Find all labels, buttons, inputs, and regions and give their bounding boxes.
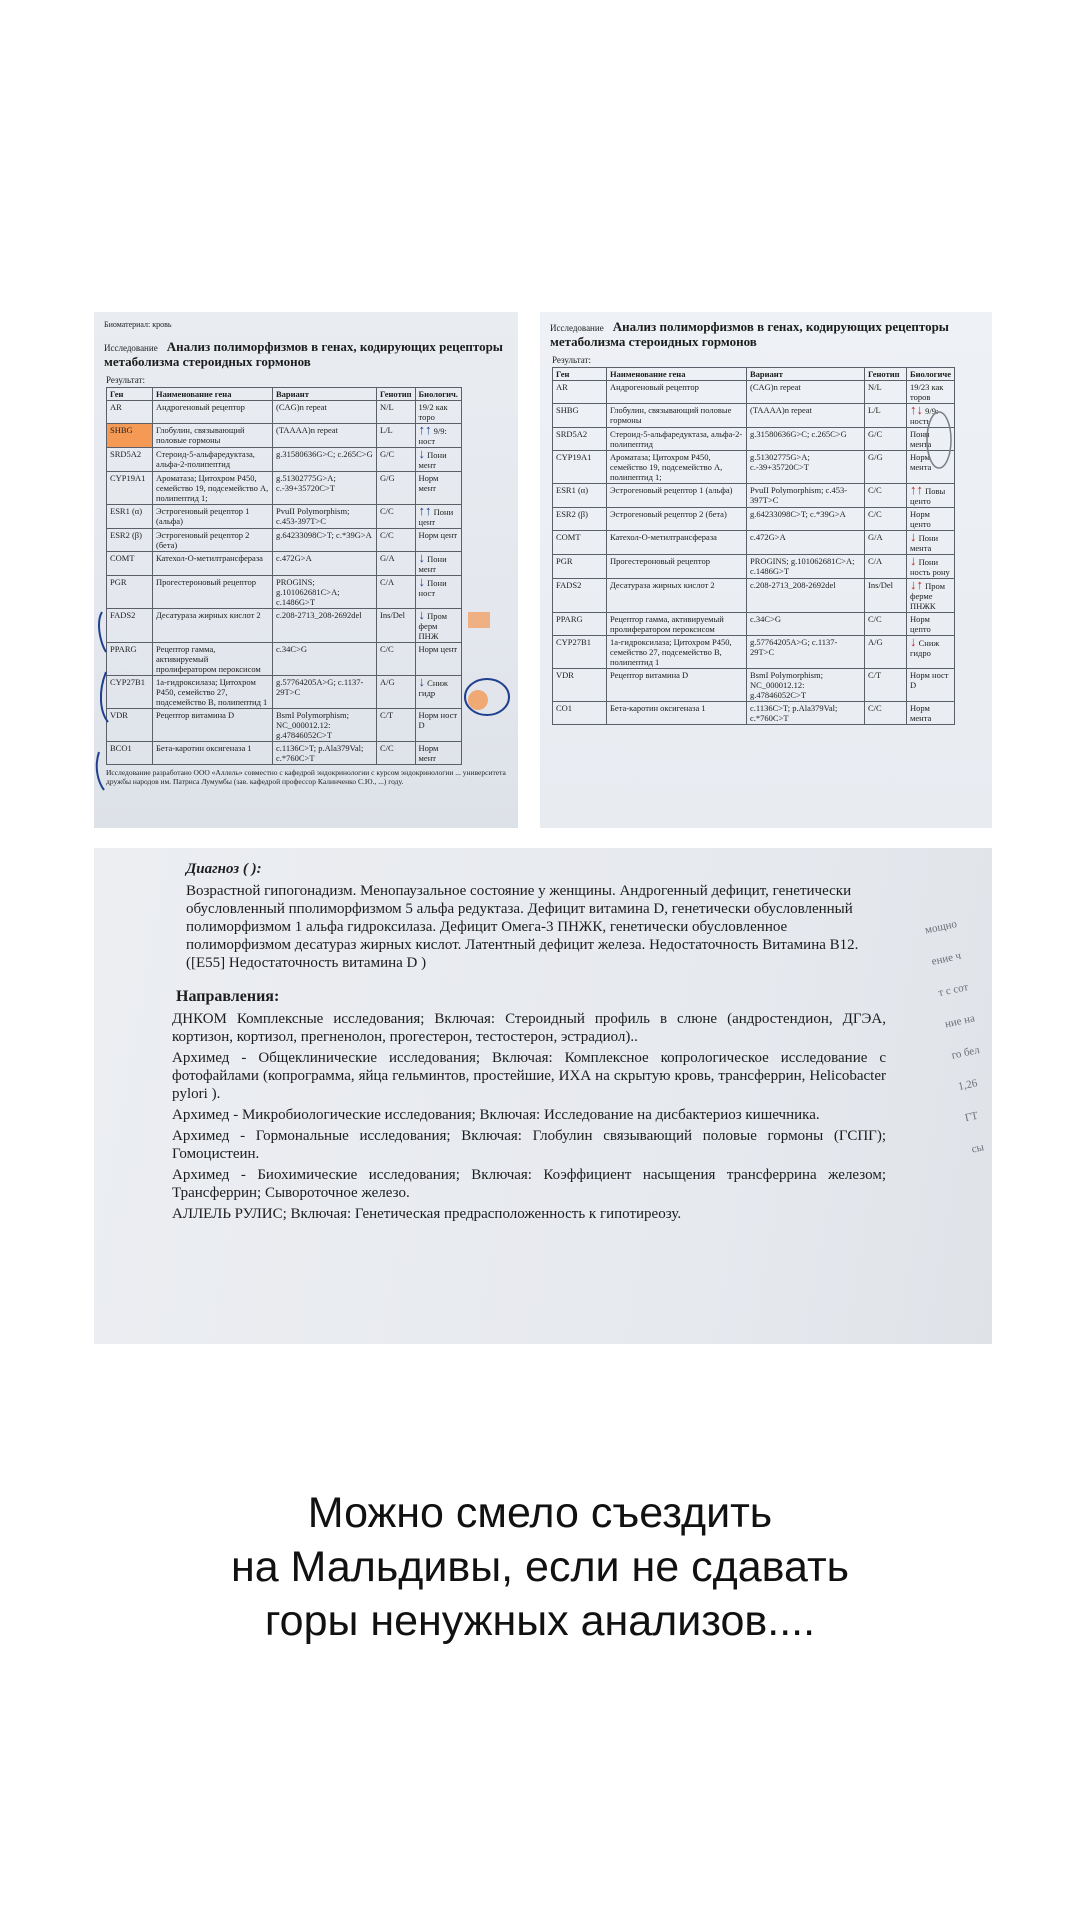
variant-cell: BsmI Polymorphism; NC_000012.12: g.47846052C>T	[747, 669, 865, 702]
red-arrow-mark: ↓↑	[910, 578, 923, 592]
gene-cell: BCO1	[107, 742, 153, 765]
gene-name-cell: Десатураза жирных кислот 2	[153, 609, 273, 643]
pen-arrow-mark: ↓	[418, 608, 426, 622]
scrap-text: мощно	[923, 918, 959, 937]
pen-arrow-mark: ↓	[418, 447, 426, 461]
genotype-cell: G/A	[377, 552, 416, 576]
gene-name-cell: Андрогеновый рецептор	[153, 401, 273, 424]
scrap-text: ение ч	[930, 949, 963, 968]
genotype-cell: C/A	[865, 555, 907, 579]
table-row	[553, 579, 955, 613]
diagnosis-text: Возрастной гипогонадизм. Менопаузальное состояние у женщины. Андрогенный дефицит, генетически обусловленный пполиморфизмом 5 альфа редуктаза. Дефицит витамина D, генетически обусловленный полиморфизмом 1 альфа гидроксилаза. Дефицит Омега-3 ПНЖК, генетически обусловленное полиморфизмом десатураз жирных кислот. Латентный дефицит железа. Недостаточность Витамина B12. ([E55] Недостаточность витамина D )	[186, 883, 859, 971]
interpretation-cell: Норм цент	[415, 529, 461, 552]
gene-name-cell: Эстрогеновый рецептор 1 (альфа)	[153, 505, 273, 529]
column-header: Вариант	[747, 368, 865, 381]
interpretation-cell: 19/2 как торо	[415, 401, 461, 424]
variant-cell: PvuII Polymorphism; c.453-397T>C	[747, 484, 865, 508]
red-arrow-mark: ↓	[910, 554, 917, 568]
direction-item: АЛЛЕЛЬ РУЛИС; Включая: Генетическая предрасположенность к гипотиреозу.	[172, 1206, 682, 1222]
table-row	[107, 552, 462, 576]
genotype-cell: C/C	[865, 702, 907, 725]
gene-name-cell: Эстрогеновый рецептор 2 (бета)	[153, 529, 273, 552]
gene-name-cell: Прогестероновый рецептор	[607, 555, 747, 579]
gene-cell: SRD5A2	[107, 448, 153, 472]
variant-cell: PvuII Polymorphism; c.453-397T>C	[273, 505, 377, 529]
study-label: Исследование	[550, 323, 604, 333]
footnote: Исследование разработано ООО «Аллель» совместно с кафедрой эндокринологии с курсом эндокринологии ... университета дружбы народов им. Патриса Лумумбы (зав. кафедрой профессор Калинченко С.Ю., ...) году.	[106, 768, 506, 786]
gene-name-cell: Андрогеновый рецептор	[607, 381, 747, 404]
variant-cell: g.57764205A>G; c.1137-29T>C	[747, 636, 865, 669]
gene-cell: FADS2	[107, 609, 153, 643]
report-header	[550, 320, 984, 349]
gene-name-cell: Стероид-5-альфаредуктаза, альфа-2-полипептид	[607, 428, 747, 451]
direction-item: Архимед - Общеклинические исследования; Включая: Комплексное копрологическое исследование с фотофайлами (копрограмма, яйца гельминтов, простейшие, ИХА на скрытую кровь, трансферрин, Helicobacter pylori ).	[172, 1050, 886, 1102]
variant-cell: (TAAAA)n repeat	[747, 404, 865, 428]
table-row	[553, 702, 955, 725]
red-arrow-mark: ↓	[910, 530, 917, 544]
gene-cell: ESR2 (β)	[107, 529, 153, 552]
genotype-cell: C/T	[865, 669, 907, 702]
direction-item: ДНКОМ Комплексные исследования; Включая: Стероидный профиль в слюне (андростендион, ДГЭА, кортизон, кортизол, прегненолон, прогестерон, тестостерон, эстрадиол)..	[172, 1011, 886, 1045]
gene-name-cell: Рецептор гамма, активируемый пролифератором пероксисом	[607, 613, 747, 636]
table-row	[107, 505, 462, 529]
variant-cell: PROGINS; g.101062681C>A; c.1486G>T	[273, 576, 377, 609]
interpretation-cell: Пони мента	[907, 428, 955, 451]
genotype-cell: Ins/Del	[865, 579, 907, 613]
column-header: Генотип	[865, 368, 907, 381]
diagnosis-photo	[94, 848, 992, 1344]
interpretation-cell: ↑↓ 9/9: ность	[907, 404, 955, 428]
table-row	[553, 428, 955, 451]
gene-cell: VDR	[107, 709, 153, 742]
interpretation-cell: ↓ Пони ность рону	[907, 555, 955, 579]
interpretation-cell: 19/23 как торов	[907, 381, 955, 404]
gene-name-cell: 1а-гидроксилаза; Цитохром P450, семейство 27, подсемейство В, полипептид 1	[607, 636, 747, 669]
interpretation-cell: Норм мента	[907, 451, 955, 484]
interpretation-cell: ↓ Пони ност	[415, 576, 461, 609]
results-label: Результат:	[106, 375, 145, 385]
scrap-text: ние на	[943, 1012, 976, 1031]
table-row	[553, 669, 955, 702]
table-row	[107, 643, 462, 676]
adjacent-page-scraps	[922, 907, 992, 1166]
results-label: Результат:	[552, 355, 591, 365]
interpretation-cell: ↓ Пром ферм ПНЖ	[415, 609, 461, 643]
column-header: Биологиче	[907, 368, 955, 381]
gene-name-cell: Ароматаза; Цитохром P450, семейство 19, подсемейство A, полипептид 1;	[607, 451, 747, 484]
table-row	[107, 742, 462, 765]
column-header: Наименование гена	[607, 368, 747, 381]
gene-cell: SHBG	[107, 424, 153, 448]
genotype-cell: C/C	[377, 643, 416, 676]
variant-cell: PROGINS; g.101062681C>A; c.1486G>T	[747, 555, 865, 579]
genotype-cell: C/C	[865, 613, 907, 636]
interpretation-cell: Норм ност D	[415, 709, 461, 742]
gene-name-cell: Рецептор гамма, активируемый пролифератором пероксисом	[153, 643, 273, 676]
pen-arrow-mark: ↓	[418, 551, 426, 565]
interpretation-cell: ↑↑ Повы центо	[907, 484, 955, 508]
gene-cell: CYP27B1	[107, 676, 153, 709]
column-header: Ген	[107, 388, 153, 401]
table-row	[107, 576, 462, 609]
variant-cell: (TAAAA)n repeat	[273, 424, 377, 448]
genotype-cell: L/L	[377, 424, 416, 448]
gene-cell: COMT	[553, 531, 607, 555]
genotype-cell: C/C	[377, 742, 416, 765]
pen-arrow-mark: ↑↑	[418, 504, 432, 518]
direction-item: Архимед - Микробиологические исследования; Включая: Исследование на дисбактериоз кишечника.	[172, 1107, 820, 1123]
column-header: Ген	[553, 368, 607, 381]
diagnosis-heading: Диагноз ( ):	[186, 861, 262, 877]
gene-name-cell: Эстрогеновый рецептор 2 (бета)	[607, 508, 747, 531]
pen-arrow-mark: ↓	[418, 675, 426, 689]
variant-cell: c.472G>A	[273, 552, 377, 576]
scrap-text: ГТ	[963, 1109, 980, 1125]
variant-cell: (CAG)n repeat	[747, 381, 865, 404]
genotype-cell: Ins/Del	[377, 609, 416, 643]
variant-cell: c.208-2713_208-2692del	[747, 579, 865, 613]
genotype-cell: C/C	[377, 529, 416, 552]
table-row	[107, 424, 462, 448]
interpretation-cell: Норм мент	[415, 472, 461, 505]
column-header: Вариант	[273, 388, 377, 401]
genotype-table	[552, 367, 955, 725]
interpretation-cell: ↓↑ Пром ферме ПНЖК	[907, 579, 955, 613]
scrap-text: го бел	[950, 1044, 981, 1062]
gene-name-cell: Бета-каротин оксигеназа 1	[153, 742, 273, 765]
table-row	[553, 613, 955, 636]
interpretation-cell: ↓ Сниж гидро	[907, 636, 955, 669]
interpretation-cell: ↑↑ Пони цент	[415, 505, 461, 529]
interpretation-cell: ↓ Пони мент	[415, 552, 461, 576]
gene-name-cell: Катехол-О-метилтрансфераза	[153, 552, 273, 576]
red-arrow-mark: ↓	[910, 635, 917, 649]
variant-cell: g.51302775G>A; c.-39+35720C>T	[273, 472, 377, 505]
variant-cell: g.64233098C>T; c.*39G>A	[273, 529, 377, 552]
gene-name-cell: Эстрогеновый рецептор 1 (альфа)	[607, 484, 747, 508]
variant-cell: g.51302775G>A; c.-39+35720C>T	[747, 451, 865, 484]
gene-name-cell: Рецептор витамина D	[607, 669, 747, 702]
variant-cell: c.34C>G	[273, 643, 377, 676]
gene-cell: CYP19A1	[107, 472, 153, 505]
variant-cell: g.64233098C>T; c.*39G>A	[747, 508, 865, 531]
genotype-cell: G/C	[377, 448, 416, 472]
caption-line-1: Можно смело съездить	[307, 1489, 773, 1537]
interpretation-cell: Норм мента	[907, 702, 955, 725]
variant-cell: c.1136C>T; p.Ala379Val; c.*760C>T	[747, 702, 865, 725]
pen-arrow-mark: ↓	[418, 575, 426, 589]
gene-name-cell: Стероид-5-альфаредуктаза, альфа-2-полипептид	[153, 448, 273, 472]
genotype-cell: G/A	[865, 531, 907, 555]
scrap-text: 1,26	[957, 1077, 979, 1093]
table-row	[107, 448, 462, 472]
gene-cell: CO1	[553, 702, 607, 725]
variant-cell: c.1136C>T; p.Ala379Val; c.*760C>T	[273, 742, 377, 765]
diagnosis-block	[172, 860, 886, 1223]
variant-cell: (CAG)n repeat	[273, 401, 377, 424]
interpretation-cell: ↓ Сниж гидр	[415, 676, 461, 709]
pen-arrow-mark: ↑↑	[418, 423, 432, 437]
table-row	[107, 472, 462, 505]
gene-name-cell: Прогестероновый рецептор	[153, 576, 273, 609]
biomaterial-line: Биоматериал: кровь	[104, 320, 172, 329]
table-row	[553, 451, 955, 484]
caption-line-2: на Мальдивы, если не сдавать	[230, 1543, 850, 1591]
gene-cell: PPARG	[107, 643, 153, 676]
table-row	[107, 676, 462, 709]
gene-name-cell: Десатураза жирных кислот 2	[607, 579, 747, 613]
genotype-cell: N/L	[377, 401, 416, 424]
gene-cell: PPARG	[553, 613, 607, 636]
variant-cell: BsmI Polymorphism; NC_000012.12: g.47846052C>T	[273, 709, 377, 742]
directions-list	[172, 1010, 886, 1223]
gene-cell: FADS2	[553, 579, 607, 613]
gene-cell: SRD5A2	[553, 428, 607, 451]
gene-cell: CYP27B1	[553, 636, 607, 669]
table-row	[553, 484, 955, 508]
genotype-cell: G/C	[865, 428, 907, 451]
gene-cell: PGR	[107, 576, 153, 609]
interpretation-cell: Норм цепто	[907, 613, 955, 636]
red-arrow-mark: ↑↑	[910, 483, 923, 497]
variant-cell: c.472G>A	[747, 531, 865, 555]
directions-heading: Направления:	[176, 988, 280, 1005]
gene-name-cell: 1а-гидроксилаза; Цитохром P450, семейство 27, подсемейство В, полипептид 1	[153, 676, 273, 709]
interpretation-cell: ↓ Пони мента	[907, 531, 955, 555]
gene-cell: PGR	[553, 555, 607, 579]
column-header: Биологич.	[415, 388, 461, 401]
report-header	[104, 318, 510, 369]
table-row	[107, 609, 462, 643]
table-row	[553, 404, 955, 428]
gene-cell: COMT	[107, 552, 153, 576]
interpretation-cell: ↑↑ 9/9: ност	[415, 424, 461, 448]
genotype-cell: C/A	[377, 576, 416, 609]
story-caption	[0, 1486, 1080, 1648]
interpretation-cell: Норм мент	[415, 742, 461, 765]
genotype-cell: C/C	[377, 505, 416, 529]
scrap-text: сы	[970, 1141, 985, 1156]
interpretation-cell: Норм ност D	[907, 669, 955, 702]
genotype-cell: A/G	[865, 636, 907, 669]
interpretation-cell: Норм цент	[415, 643, 461, 676]
table-row	[553, 555, 955, 579]
gene-name-cell: Глобулин, связывающий половые гормоны	[607, 404, 747, 428]
gene-name-cell: Катехол-О-метилтрансфераза	[607, 531, 747, 555]
genotype-cell: A/G	[377, 676, 416, 709]
scrap-text: т с сот	[937, 981, 970, 1000]
gene-name-cell: Глобулин, связывающий половые гормоны	[153, 424, 273, 448]
variant-cell: c.208-2713_208-2692del	[273, 609, 377, 643]
genotype-cell: N/L	[865, 381, 907, 404]
table-row	[107, 709, 462, 742]
genotype-cell: C/C	[865, 508, 907, 531]
genotype-cell: C/C	[865, 484, 907, 508]
gene-cell: ESR2 (β)	[553, 508, 607, 531]
report-title: Анализ полиморфизмов в генах, кодирующих рецепторы метаболизма стероидных гормонов	[104, 339, 503, 369]
column-header: Наименование гена	[153, 388, 273, 401]
study-label: Исследование	[104, 343, 158, 353]
gene-cell: AR	[107, 401, 153, 424]
variant-cell: g.31580636G>C; c.265C>G	[747, 428, 865, 451]
table-row	[107, 401, 462, 424]
gene-cell: CYP19A1	[553, 451, 607, 484]
interpretation-cell: ↓ Пони мент	[415, 448, 461, 472]
gene-cell: VDR	[553, 669, 607, 702]
direction-item: Архимед - Гормональные исследования; Включая: Глобулин связывающий половые гормоны (ГСПГ); Гомоцистеин.	[172, 1128, 886, 1162]
gene-cell: ESR1 (α)	[107, 505, 153, 529]
table-row	[553, 381, 955, 404]
lab-report-photo-1	[94, 312, 518, 828]
gene-name-cell: Рецептор витамина D	[153, 709, 273, 742]
table-row	[553, 508, 955, 531]
gene-cell: ESR1 (α)	[553, 484, 607, 508]
gene-cell: AR	[553, 381, 607, 404]
direction-item: Архимед - Биохимические исследования; Включая: Коэффициент насыщения трансферрина железом; Трансферрин; Сывороточное железо.	[172, 1167, 886, 1201]
genotype-cell: G/G	[377, 472, 416, 505]
lab-report-photo-2	[540, 312, 992, 828]
interpretation-cell: Норм центо	[907, 508, 955, 531]
caption-line-3: горы ненужных анализов....	[264, 1597, 816, 1645]
genotype-cell: G/G	[865, 451, 907, 484]
gene-cell: SHBG	[553, 404, 607, 428]
column-header: Генотип	[377, 388, 416, 401]
genotype-cell: C/T	[377, 709, 416, 742]
genotype-table	[106, 387, 462, 765]
table-row	[107, 529, 462, 552]
variant-cell: g.57764205A>G; c.1137-29T>C	[273, 676, 377, 709]
table-row	[553, 636, 955, 669]
report-title: Анализ полиморфизмов в генах, кодирующих рецепторы метаболизма стероидных гормонов	[550, 319, 949, 349]
red-arrow-mark: ↑↓	[910, 403, 923, 417]
table-row	[553, 531, 955, 555]
variant-cell: c.34C>G	[747, 613, 865, 636]
genotype-cell: L/L	[865, 404, 907, 428]
gene-name-cell: Бета-каротин оксигеназа 1	[607, 702, 747, 725]
gene-name-cell: Ароматаза; Цитохром P450, семейство 19, подсемейство A, полипептид 1;	[153, 472, 273, 505]
variant-cell: g.31580636G>C; c.265C>G	[273, 448, 377, 472]
